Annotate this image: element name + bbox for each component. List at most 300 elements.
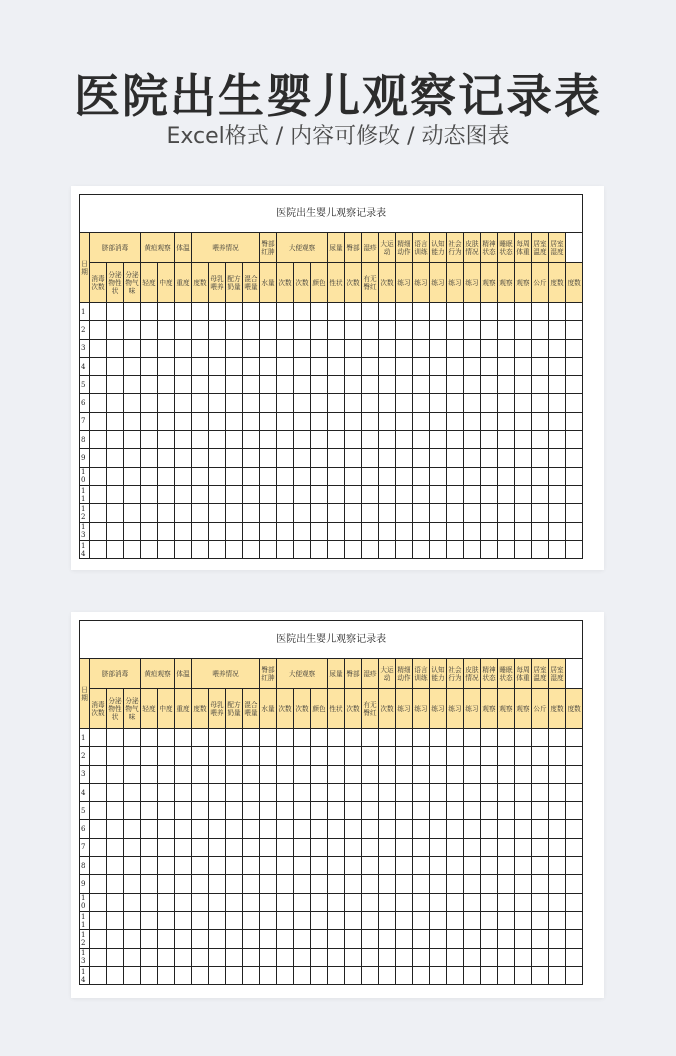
table-cell[interactable] <box>277 339 294 357</box>
table-cell[interactable] <box>532 893 549 911</box>
table-cell[interactable] <box>532 485 549 503</box>
table-cell[interactable] <box>192 485 209 503</box>
table-cell[interactable] <box>294 303 311 321</box>
table-cell[interactable] <box>549 321 566 339</box>
table-cell[interactable] <box>90 467 107 485</box>
table-cell[interactable] <box>209 303 226 321</box>
table-cell[interactable] <box>90 930 107 948</box>
table-cell[interactable] <box>90 412 107 430</box>
table-cell[interactable] <box>549 838 566 856</box>
table-cell[interactable] <box>107 783 124 801</box>
table-cell[interactable] <box>379 820 396 838</box>
table-cell[interactable] <box>515 820 532 838</box>
table-cell[interactable] <box>464 729 481 747</box>
table-cell[interactable] <box>260 321 277 339</box>
table-cell[interactable] <box>379 339 396 357</box>
table-cell[interactable] <box>345 857 362 875</box>
table-cell[interactable] <box>549 911 566 929</box>
table-cell[interactable] <box>90 948 107 966</box>
table-cell[interactable] <box>413 729 430 747</box>
table-cell[interactable] <box>345 747 362 765</box>
table-cell[interactable] <box>294 948 311 966</box>
table-cell[interactable] <box>243 747 260 765</box>
table-cell[interactable] <box>277 948 294 966</box>
table-cell[interactable] <box>328 911 345 929</box>
table-cell[interactable] <box>515 783 532 801</box>
table-cell[interactable] <box>294 339 311 357</box>
table-cell[interactable] <box>515 449 532 467</box>
table-cell[interactable] <box>277 875 294 893</box>
table-cell[interactable] <box>345 357 362 375</box>
table-cell[interactable] <box>396 893 413 911</box>
table-cell[interactable] <box>379 838 396 856</box>
table-cell[interactable] <box>209 729 226 747</box>
table-cell[interactable] <box>464 802 481 820</box>
table-cell[interactable] <box>226 783 243 801</box>
table-cell[interactable] <box>464 838 481 856</box>
table-cell[interactable] <box>498 765 515 783</box>
table-cell[interactable] <box>464 747 481 765</box>
table-cell[interactable] <box>328 930 345 948</box>
table-cell[interactable] <box>90 747 107 765</box>
table-cell[interactable] <box>566 431 583 449</box>
table-cell[interactable] <box>362 911 379 929</box>
table-cell[interactable] <box>158 376 175 394</box>
table-cell[interactable] <box>362 467 379 485</box>
table-cell[interactable] <box>515 729 532 747</box>
table-cell[interactable] <box>396 321 413 339</box>
table-cell[interactable] <box>243 802 260 820</box>
table-cell[interactable] <box>226 930 243 948</box>
table-cell[interactable] <box>464 911 481 929</box>
table-cell[interactable] <box>413 303 430 321</box>
table-cell[interactable] <box>413 966 430 984</box>
table-cell[interactable] <box>430 820 447 838</box>
table-cell[interactable] <box>158 339 175 357</box>
table-cell[interactable] <box>549 765 566 783</box>
table-cell[interactable] <box>124 376 141 394</box>
table-cell[interactable] <box>158 948 175 966</box>
table-cell[interactable] <box>124 948 141 966</box>
table-cell[interactable] <box>362 540 379 558</box>
table-cell[interactable] <box>311 431 328 449</box>
table-cell[interactable] <box>260 376 277 394</box>
table-cell[interactable] <box>413 948 430 966</box>
table-cell[interactable] <box>566 485 583 503</box>
table-cell[interactable] <box>413 893 430 911</box>
table-cell[interactable] <box>396 485 413 503</box>
table-cell[interactable] <box>243 522 260 540</box>
table-cell[interactable] <box>209 504 226 522</box>
table-cell[interactable] <box>464 948 481 966</box>
table-cell[interactable] <box>345 303 362 321</box>
table-cell[interactable] <box>532 540 549 558</box>
table-cell[interactable] <box>90 321 107 339</box>
table-cell[interactable] <box>328 522 345 540</box>
table-cell[interactable] <box>362 729 379 747</box>
table-cell[interactable] <box>566 412 583 430</box>
table-cell[interactable] <box>141 802 158 820</box>
table-cell[interactable] <box>430 303 447 321</box>
table-cell[interactable] <box>107 802 124 820</box>
table-cell[interactable] <box>413 357 430 375</box>
table-cell[interactable] <box>243 930 260 948</box>
table-cell[interactable] <box>379 765 396 783</box>
table-cell[interactable] <box>175 321 192 339</box>
table-cell[interactable] <box>243 765 260 783</box>
table-cell[interactable] <box>124 522 141 540</box>
table-cell[interactable] <box>209 431 226 449</box>
table-cell[interactable] <box>430 838 447 856</box>
table-cell[interactable] <box>311 930 328 948</box>
table-cell[interactable] <box>447 783 464 801</box>
table-cell[interactable] <box>226 966 243 984</box>
table-cell[interactable] <box>192 467 209 485</box>
table-cell[interactable] <box>430 522 447 540</box>
table-cell[interactable] <box>396 838 413 856</box>
table-cell[interactable] <box>464 966 481 984</box>
table-cell[interactable] <box>413 911 430 929</box>
table-cell[interactable] <box>464 394 481 412</box>
table-cell[interactable] <box>345 321 362 339</box>
table-cell[interactable] <box>141 321 158 339</box>
table-cell[interactable] <box>226 857 243 875</box>
table-cell[interactable] <box>549 467 566 485</box>
table-cell[interactable] <box>498 339 515 357</box>
table-cell[interactable] <box>481 504 498 522</box>
table-cell[interactable] <box>328 339 345 357</box>
table-cell[interactable] <box>226 820 243 838</box>
table-cell[interactable] <box>192 522 209 540</box>
table-cell[interactable] <box>362 930 379 948</box>
table-cell[interactable] <box>209 783 226 801</box>
table-cell[interactable] <box>379 857 396 875</box>
table-cell[interactable] <box>328 948 345 966</box>
table-cell[interactable] <box>481 522 498 540</box>
table-cell[interactable] <box>532 948 549 966</box>
table-cell[interactable] <box>345 485 362 503</box>
table-cell[interactable] <box>396 765 413 783</box>
table-cell[interactable] <box>498 911 515 929</box>
table-cell[interactable] <box>566 893 583 911</box>
table-cell[interactable] <box>532 412 549 430</box>
table-cell[interactable] <box>362 875 379 893</box>
table-cell[interactable] <box>158 729 175 747</box>
table-cell[interactable] <box>277 838 294 856</box>
table-cell[interactable] <box>498 893 515 911</box>
table-cell[interactable] <box>107 765 124 783</box>
table-cell[interactable] <box>124 747 141 765</box>
table-cell[interactable] <box>481 449 498 467</box>
table-cell[interactable] <box>90 893 107 911</box>
table-cell[interactable] <box>277 412 294 430</box>
table-cell[interactable] <box>566 394 583 412</box>
table-cell[interactable] <box>481 747 498 765</box>
table-cell[interactable] <box>549 747 566 765</box>
table-cell[interactable] <box>277 357 294 375</box>
table-cell[interactable] <box>481 783 498 801</box>
table-cell[interactable] <box>430 504 447 522</box>
table-cell[interactable] <box>362 431 379 449</box>
table-cell[interactable] <box>175 485 192 503</box>
table-cell[interactable] <box>90 376 107 394</box>
table-cell[interactable] <box>379 449 396 467</box>
table-cell[interactable] <box>124 783 141 801</box>
table-cell[interactable] <box>277 376 294 394</box>
table-cell[interactable] <box>515 893 532 911</box>
table-cell[interactable] <box>379 522 396 540</box>
table-cell[interactable] <box>532 765 549 783</box>
table-cell[interactable] <box>158 431 175 449</box>
table-cell[interactable] <box>328 765 345 783</box>
table-cell[interactable] <box>90 540 107 558</box>
table-cell[interactable] <box>515 357 532 375</box>
table-cell[interactable] <box>328 802 345 820</box>
table-cell[interactable] <box>328 966 345 984</box>
table-cell[interactable] <box>498 930 515 948</box>
table-cell[interactable] <box>124 802 141 820</box>
table-cell[interactable] <box>192 966 209 984</box>
table-cell[interactable] <box>396 303 413 321</box>
table-cell[interactable] <box>362 802 379 820</box>
table-cell[interactable] <box>413 485 430 503</box>
table-cell[interactable] <box>447 303 464 321</box>
table-cell[interactable] <box>515 540 532 558</box>
table-cell[interactable] <box>226 485 243 503</box>
table-cell[interactable] <box>141 857 158 875</box>
table-cell[interactable] <box>549 412 566 430</box>
table-cell[interactable] <box>362 948 379 966</box>
table-cell[interactable] <box>226 875 243 893</box>
table-cell[interactable] <box>566 838 583 856</box>
table-cell[interactable] <box>311 394 328 412</box>
table-cell[interactable] <box>447 394 464 412</box>
table-cell[interactable] <box>413 431 430 449</box>
table-cell[interactable] <box>396 431 413 449</box>
table-cell[interactable] <box>481 875 498 893</box>
table-cell[interactable] <box>498 729 515 747</box>
table-cell[interactable] <box>311 729 328 747</box>
table-cell[interactable] <box>549 303 566 321</box>
table-cell[interactable] <box>277 394 294 412</box>
table-cell[interactable] <box>481 485 498 503</box>
table-cell[interactable] <box>379 729 396 747</box>
table-cell[interactable] <box>124 820 141 838</box>
table-cell[interactable] <box>549 966 566 984</box>
table-cell[interactable] <box>277 765 294 783</box>
table-cell[interactable] <box>345 765 362 783</box>
table-cell[interactable] <box>277 485 294 503</box>
table-cell[interactable] <box>277 857 294 875</box>
table-cell[interactable] <box>549 357 566 375</box>
table-cell[interactable] <box>192 303 209 321</box>
table-cell[interactable] <box>107 303 124 321</box>
table-cell[interactable] <box>209 857 226 875</box>
table-cell[interactable] <box>141 339 158 357</box>
table-cell[interactable] <box>430 747 447 765</box>
table-cell[interactable] <box>464 467 481 485</box>
table-cell[interactable] <box>515 412 532 430</box>
table-cell[interactable] <box>430 357 447 375</box>
table-cell[interactable] <box>413 875 430 893</box>
table-cell[interactable] <box>430 449 447 467</box>
table-cell[interactable] <box>566 911 583 929</box>
table-cell[interactable] <box>277 431 294 449</box>
table-cell[interactable] <box>124 485 141 503</box>
table-cell[interactable] <box>260 820 277 838</box>
table-cell[interactable] <box>209 412 226 430</box>
table-cell[interactable] <box>226 412 243 430</box>
table-cell[interactable] <box>515 838 532 856</box>
table-cell[interactable] <box>260 449 277 467</box>
table-cell[interactable] <box>226 838 243 856</box>
table-cell[interactable] <box>226 376 243 394</box>
table-cell[interactable] <box>396 376 413 394</box>
table-cell[interactable] <box>192 339 209 357</box>
table-cell[interactable] <box>515 875 532 893</box>
table-cell[interactable] <box>277 504 294 522</box>
table-cell[interactable] <box>107 504 124 522</box>
table-cell[interactable] <box>396 875 413 893</box>
table-cell[interactable] <box>328 540 345 558</box>
table-cell[interactable] <box>192 729 209 747</box>
table-cell[interactable] <box>209 357 226 375</box>
table-cell[interactable] <box>141 431 158 449</box>
table-cell[interactable] <box>498 540 515 558</box>
table-cell[interactable] <box>498 966 515 984</box>
table-cell[interactable] <box>566 930 583 948</box>
table-cell[interactable] <box>175 394 192 412</box>
table-cell[interactable] <box>209 911 226 929</box>
table-cell[interactable] <box>566 522 583 540</box>
table-cell[interactable] <box>362 485 379 503</box>
table-cell[interactable] <box>243 431 260 449</box>
table-cell[interactable] <box>294 820 311 838</box>
table-cell[interactable] <box>192 838 209 856</box>
table-cell[interactable] <box>192 783 209 801</box>
table-cell[interactable] <box>345 966 362 984</box>
table-cell[interactable] <box>90 522 107 540</box>
table-cell[interactable] <box>413 522 430 540</box>
table-cell[interactable] <box>158 765 175 783</box>
table-cell[interactable] <box>515 522 532 540</box>
table-cell[interactable] <box>549 729 566 747</box>
table-cell[interactable] <box>243 339 260 357</box>
table-cell[interactable] <box>345 467 362 485</box>
table-cell[interactable] <box>379 485 396 503</box>
table-cell[interactable] <box>124 339 141 357</box>
table-cell[interactable] <box>175 857 192 875</box>
table-cell[interactable] <box>226 321 243 339</box>
table-cell[interactable] <box>107 431 124 449</box>
table-cell[interactable] <box>294 857 311 875</box>
table-cell[interactable] <box>175 802 192 820</box>
table-cell[interactable] <box>192 875 209 893</box>
table-cell[interactable] <box>141 820 158 838</box>
table-cell[interactable] <box>447 376 464 394</box>
table-cell[interactable] <box>566 966 583 984</box>
table-cell[interactable] <box>209 321 226 339</box>
table-cell[interactable] <box>379 431 396 449</box>
table-cell[interactable] <box>396 911 413 929</box>
table-cell[interactable] <box>464 522 481 540</box>
table-cell[interactable] <box>141 948 158 966</box>
table-cell[interactable] <box>498 357 515 375</box>
table-cell[interactable] <box>566 357 583 375</box>
table-cell[interactable] <box>311 948 328 966</box>
table-cell[interactable] <box>328 893 345 911</box>
table-cell[interactable] <box>277 449 294 467</box>
table-cell[interactable] <box>362 522 379 540</box>
table-cell[interactable] <box>243 875 260 893</box>
table-cell[interactable] <box>345 412 362 430</box>
table-cell[interactable] <box>192 504 209 522</box>
table-cell[interactable] <box>447 485 464 503</box>
table-cell[interactable] <box>396 522 413 540</box>
table-cell[interactable] <box>294 394 311 412</box>
table-cell[interactable] <box>192 747 209 765</box>
table-cell[interactable] <box>532 431 549 449</box>
table-cell[interactable] <box>277 467 294 485</box>
table-cell[interactable] <box>209 485 226 503</box>
table-cell[interactable] <box>430 729 447 747</box>
table-cell[interactable] <box>447 522 464 540</box>
table-cell[interactable] <box>260 485 277 503</box>
table-cell[interactable] <box>328 820 345 838</box>
table-cell[interactable] <box>379 504 396 522</box>
table-cell[interactable] <box>515 303 532 321</box>
table-cell[interactable] <box>447 857 464 875</box>
table-cell[interactable] <box>192 540 209 558</box>
table-cell[interactable] <box>294 504 311 522</box>
table-cell[interactable] <box>175 449 192 467</box>
table-cell[interactable] <box>498 948 515 966</box>
table-cell[interactable] <box>294 431 311 449</box>
table-cell[interactable] <box>345 540 362 558</box>
table-cell[interactable] <box>430 930 447 948</box>
table-cell[interactable] <box>226 540 243 558</box>
table-cell[interactable] <box>447 948 464 966</box>
table-cell[interactable] <box>107 930 124 948</box>
table-cell[interactable] <box>549 522 566 540</box>
table-cell[interactable] <box>464 376 481 394</box>
table-cell[interactable] <box>549 802 566 820</box>
table-cell[interactable] <box>515 321 532 339</box>
table-cell[interactable] <box>532 783 549 801</box>
table-cell[interactable] <box>311 321 328 339</box>
table-cell[interactable] <box>141 467 158 485</box>
table-cell[interactable] <box>124 467 141 485</box>
table-cell[interactable] <box>498 747 515 765</box>
table-cell[interactable] <box>345 930 362 948</box>
table-cell[interactable] <box>175 357 192 375</box>
table-cell[interactable] <box>107 412 124 430</box>
table-cell[interactable] <box>430 966 447 984</box>
table-cell[interactable] <box>379 966 396 984</box>
table-cell[interactable] <box>396 802 413 820</box>
table-cell[interactable] <box>243 857 260 875</box>
table-cell[interactable] <box>549 504 566 522</box>
table-cell[interactable] <box>549 893 566 911</box>
table-cell[interactable] <box>209 747 226 765</box>
table-cell[interactable] <box>447 357 464 375</box>
table-cell[interactable] <box>464 765 481 783</box>
table-cell[interactable] <box>192 412 209 430</box>
table-cell[interactable] <box>447 339 464 357</box>
table-cell[interactable] <box>175 540 192 558</box>
table-cell[interactable] <box>413 747 430 765</box>
table-cell[interactable] <box>413 449 430 467</box>
